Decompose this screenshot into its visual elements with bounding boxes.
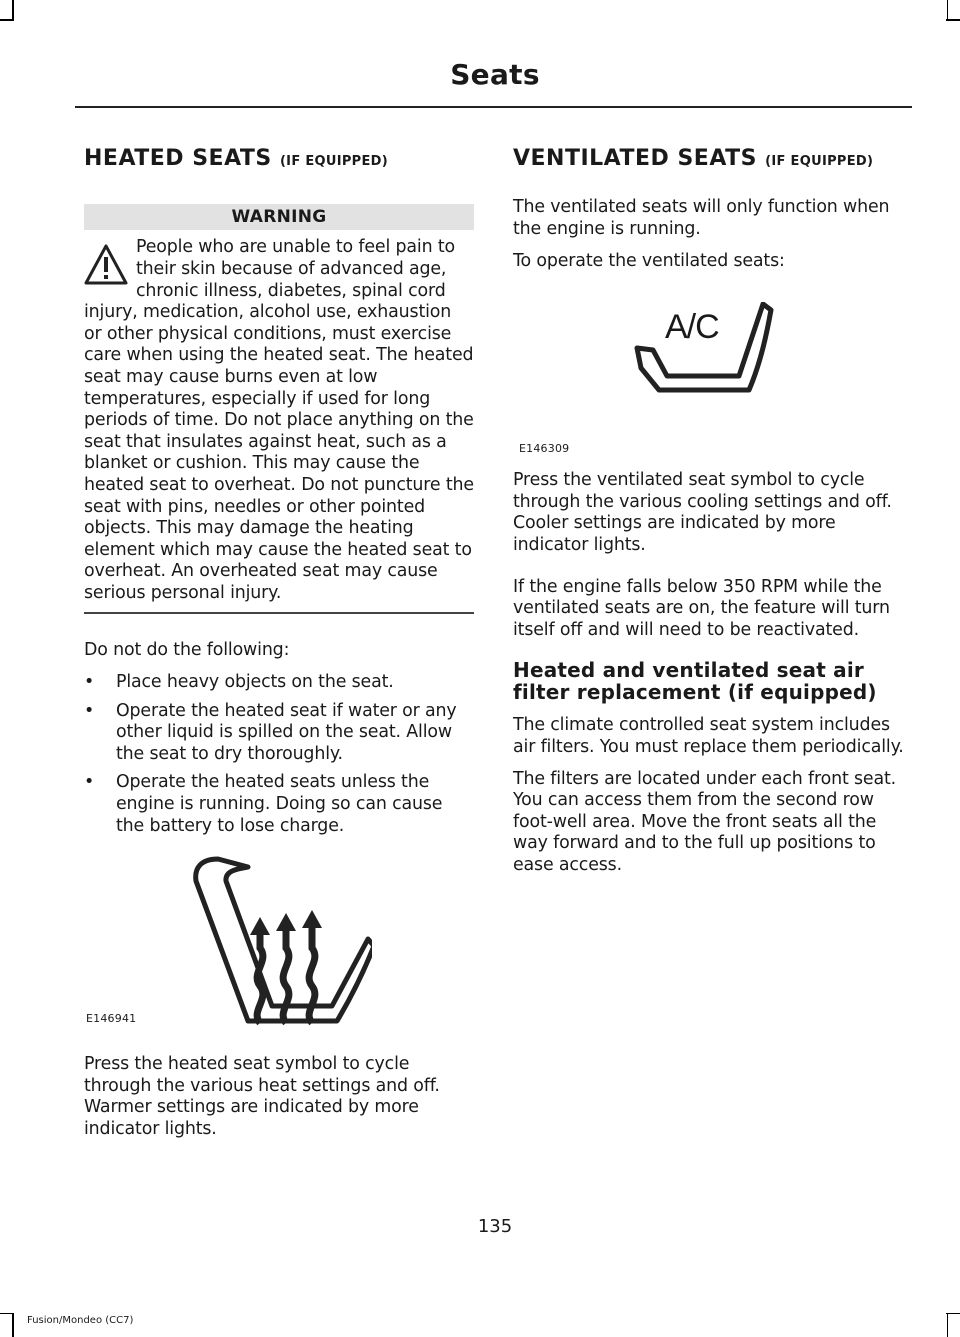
crop-mark bbox=[12, 0, 14, 20]
crop-mark bbox=[947, 1313, 949, 1337]
ventilated-seats-title: VENTILATED SEATS bbox=[513, 146, 757, 171]
page-header-title: Seats bbox=[450, 58, 540, 91]
crop-mark bbox=[947, 0, 949, 20]
list-item: • Place heavy objects on the seat. bbox=[84, 672, 474, 694]
ventilated-p5: The climate controlled seat system includes air filters. You must replace them periodically. bbox=[513, 715, 904, 757]
right-column bbox=[513, 146, 908, 876]
crop-mark bbox=[0, 1313, 14, 1315]
ventilated-icon-label: A/C bbox=[665, 308, 719, 347]
crop-mark bbox=[0, 19, 14, 21]
ventilated-p4: If the engine falls below 350 RPM while the ventilated seats are on, the feature will turn itself off and will need to be reactivated. bbox=[513, 576, 890, 640]
ventilated-p3: Press the ventilated seat symbol to cycle through the various cooling settings and off. Cooler settings are indicated by more indicator lights. bbox=[513, 470, 892, 555]
warning-triangle-icon bbox=[84, 243, 128, 287]
list-item: • Operate the heated seats unless the engine is running. Doing so can cause the battery to lose charge. bbox=[84, 772, 474, 837]
ventilated-p2: To operate the ventilated seats: bbox=[513, 250, 785, 271]
warning-body bbox=[84, 230, 474, 614]
ventilated-p6: The filters are located under each front seat. You can access them from the second row foot-well area. Move the front seats all the way forward and to the full up positions to ease access. bbox=[513, 768, 897, 875]
heated-seats-optional: (IF EQUIPPED) bbox=[279, 154, 389, 169]
ventilated-seat-figure bbox=[513, 280, 908, 470]
heated-press-text: Press the heated seat symbol to cycle through the various heat settings and off. Warmer settings are indicated by more indicator lights. bbox=[84, 1054, 440, 1140]
list-item: • Operate the heated seat if water or any other liquid is spilled on the seat. Allow the seat to dry thoroughly. bbox=[84, 701, 474, 766]
warning-text: People who are unable to feel pain to their skin because of advanced age, chronic illness, diabetes, spinal cord injury, medication, alcohol use, exhaustion or other physical conditions, must exercise care when using the heated seat. The heated seat may cause burns even at low temperatures, especially if used for long periods of time. Do not place anything on the seat that insulates against heat, such as a blanket or cushion. This may cause the heated seat to overheat. Do not puncture the seat with pins, needles or other pointed objects. This may damage the heating element which may cause the heated seat to overheat. An overheated seat may cause serious personal injury. bbox=[84, 237, 474, 603]
ventilated-p1: The ventilated seats will only function when the engine is running. bbox=[513, 197, 890, 239]
heated-seat-icon bbox=[192, 851, 372, 1031]
header-divider bbox=[75, 106, 912, 108]
warning-box bbox=[84, 204, 474, 614]
heated-seats-heading bbox=[84, 146, 474, 172]
heated-seats-title: HEATED SEATS bbox=[84, 146, 272, 171]
filter-replacement-heading: Heated and ventilated seat air filter replacement (if equipped) bbox=[513, 658, 877, 705]
crop-mark bbox=[946, 1313, 960, 1315]
footer-model: Fusion/Mondeo (CC7) bbox=[27, 1315, 134, 1326]
heated-figure-code: E146941 bbox=[86, 1012, 137, 1026]
page-number: 135 bbox=[477, 1216, 513, 1237]
ventilated-seats-heading bbox=[513, 146, 908, 172]
heated-bullet-list bbox=[84, 672, 474, 837]
crop-mark bbox=[12, 1313, 14, 1337]
warning-label: WARNING bbox=[84, 204, 474, 230]
heated-seat-figure bbox=[84, 849, 474, 1054]
left-column bbox=[84, 146, 474, 1141]
ventilated-figure-code: E146309 bbox=[519, 442, 570, 456]
ventilated-seats-optional: (IF EQUIPPED) bbox=[765, 154, 874, 169]
heated-intro: Do not do the following: bbox=[84, 640, 290, 661]
crop-mark bbox=[946, 19, 960, 21]
